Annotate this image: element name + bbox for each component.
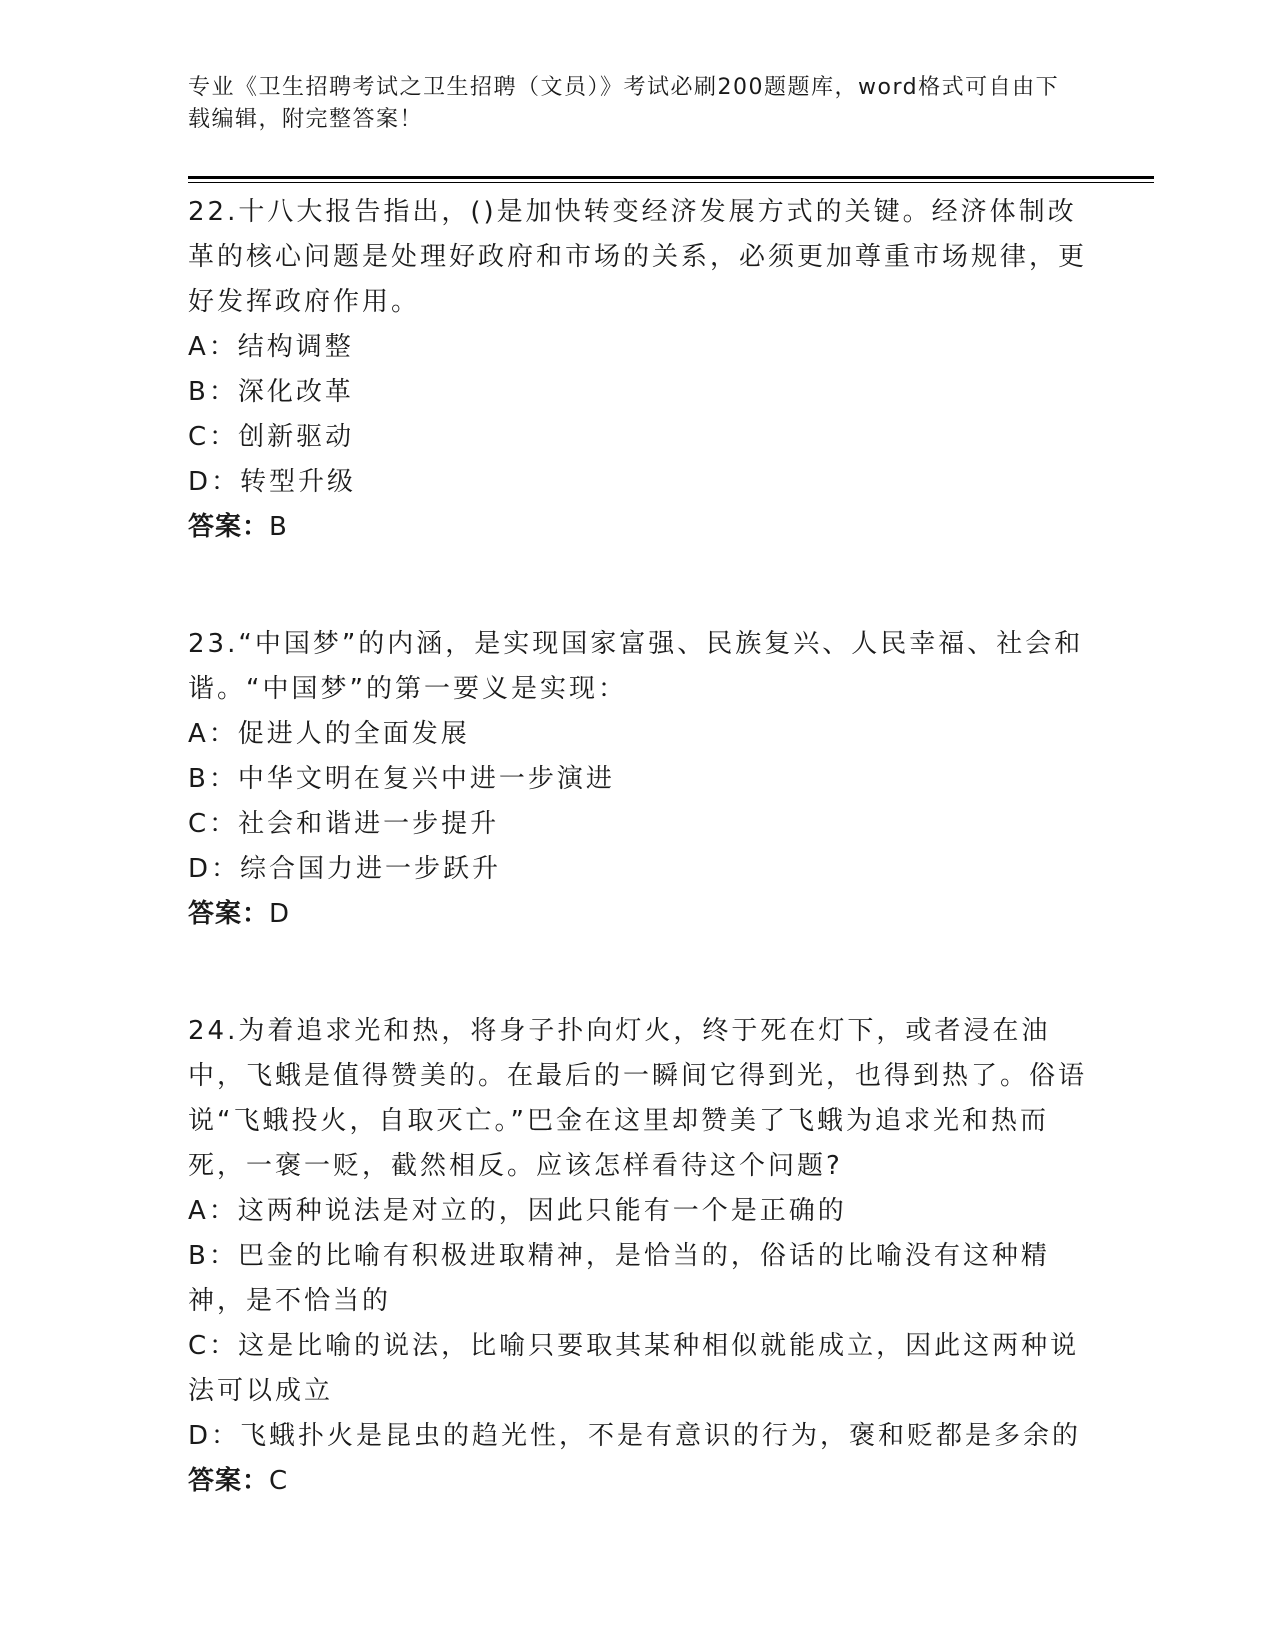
question-24 [188,1009,1088,1504]
option-a: A：促进人的全面发展 [188,719,470,749]
question-stem: 23.“中国梦”的内涵，是实现国家富强、民族复兴、人民幸福、社会和谐。“中国梦”的第一要义是实现： [188,629,1084,704]
answer-value: D [269,899,290,929]
question-22 [188,190,1088,550]
option-d: D：飞蛾扑火是昆虫的趋光性，不是有意识的行为，褒和贬都是多余的 [188,1421,1082,1451]
option-b: B：巴金的比喻有积极进取精神，是恰当的，俗话的比喻没有这种精神，是不恰当的 [188,1241,1050,1316]
option-b: B：深化改革 [188,377,354,407]
answer-value: C [269,1466,288,1496]
answer-label: 答案： [188,512,270,542]
header-rule-thin [188,182,1154,183]
answer-line [188,505,1088,550]
option-a: A：这两种说法是对立的，因此只能有一个是正确的 [188,1196,847,1226]
option-d: D：综合国力进一步跃升 [188,854,502,884]
question-stem: 22.十八大报告指出，()是加快转变经济发展方式的关键。经济体制改革的核心问题是处理好政府和市场的关系，必须更加尊重市场规律，更好发挥政府作用。 [188,197,1088,317]
answer-label: 答案： [188,1466,270,1496]
header-rule-thick [188,176,1154,179]
option-d: D：转型升级 [188,467,357,497]
answer-label: 答案： [188,899,270,929]
option-a: A：结构调整 [188,332,354,362]
answer-line [188,892,1088,937]
question-list [188,190,1088,1504]
answer-line [188,1459,1088,1504]
question-spacer [188,937,1088,1009]
option-c: C：创新驱动 [188,422,355,452]
question-spacer [188,550,1088,622]
document-header: 专业《卫生招聘考试之卫生招聘（文员）》考试必刷200题题库，word格式可自由下载编辑，附完整答案！ [188,75,1060,132]
option-b: B：中华文明在复兴中进一步演进 [188,764,615,794]
option-c: C：这是比喻的说法，比喻只要取其某种相似就能成立，因此这两种说法可以成立 [188,1331,1080,1406]
option-c: C：社会和谐进一步提升 [188,809,500,839]
question-stem: 24.为着追求光和热，将身子扑向灯火，终于死在灯下，或者浸在油中，飞蛾是值得赞美的。在最后的一瞬间它得到光，也得到热了。俗语说“飞蛾投火，自取灭亡。”巴金在这里却赞美了飞蛾为追求光和热而死，一褒一贬，截然相反。应该怎样看待这个问题? [188,1016,1088,1181]
answer-value: B [269,512,287,542]
question-23 [188,622,1088,937]
